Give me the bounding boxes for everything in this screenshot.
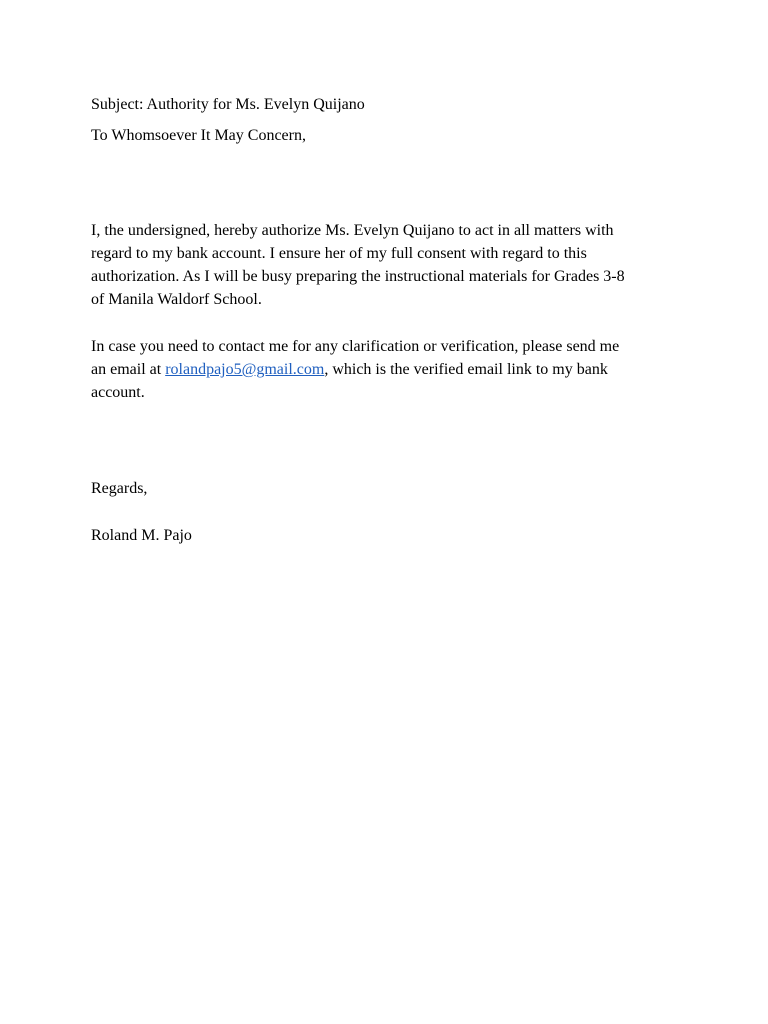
letter-subject: Subject: Authority for Ms. Evelyn Quijano bbox=[91, 96, 365, 113]
paragraph-line: of Manila Waldorf School. bbox=[91, 291, 262, 308]
letter-body bbox=[91, 93, 691, 547]
letter-signature: Roland M. Pajo bbox=[91, 527, 192, 544]
paragraph-line: account. bbox=[91, 384, 145, 401]
paragraph-line: I, the undersigned, hereby authorize Ms. Evelyn Quijano to act in all matters with bbox=[91, 222, 614, 239]
letter-closing: Regards, bbox=[91, 480, 148, 497]
email-suffix-text: , which is the verified email link to my bank bbox=[324, 361, 608, 378]
paragraph-line-with-email bbox=[91, 358, 691, 381]
paragraph-line: authorization. As I will be busy preparing the instructional materials for Grades 3-8 bbox=[91, 268, 625, 285]
letter-salutation: To Whomsoever It May Concern, bbox=[91, 127, 306, 144]
paragraph-line: In case you need to contact me for any clarification or verification, please send me bbox=[91, 338, 620, 355]
email-prefix-text: an email at bbox=[91, 361, 166, 378]
authorization-paragraph bbox=[91, 219, 691, 311]
contact-paragraph bbox=[91, 335, 691, 404]
paragraph-line: regard to my bank account. I ensure her of my full consent with regard to this bbox=[91, 245, 587, 262]
email-link[interactable]: rolandpajo5@gmail.com bbox=[165, 361, 325, 378]
